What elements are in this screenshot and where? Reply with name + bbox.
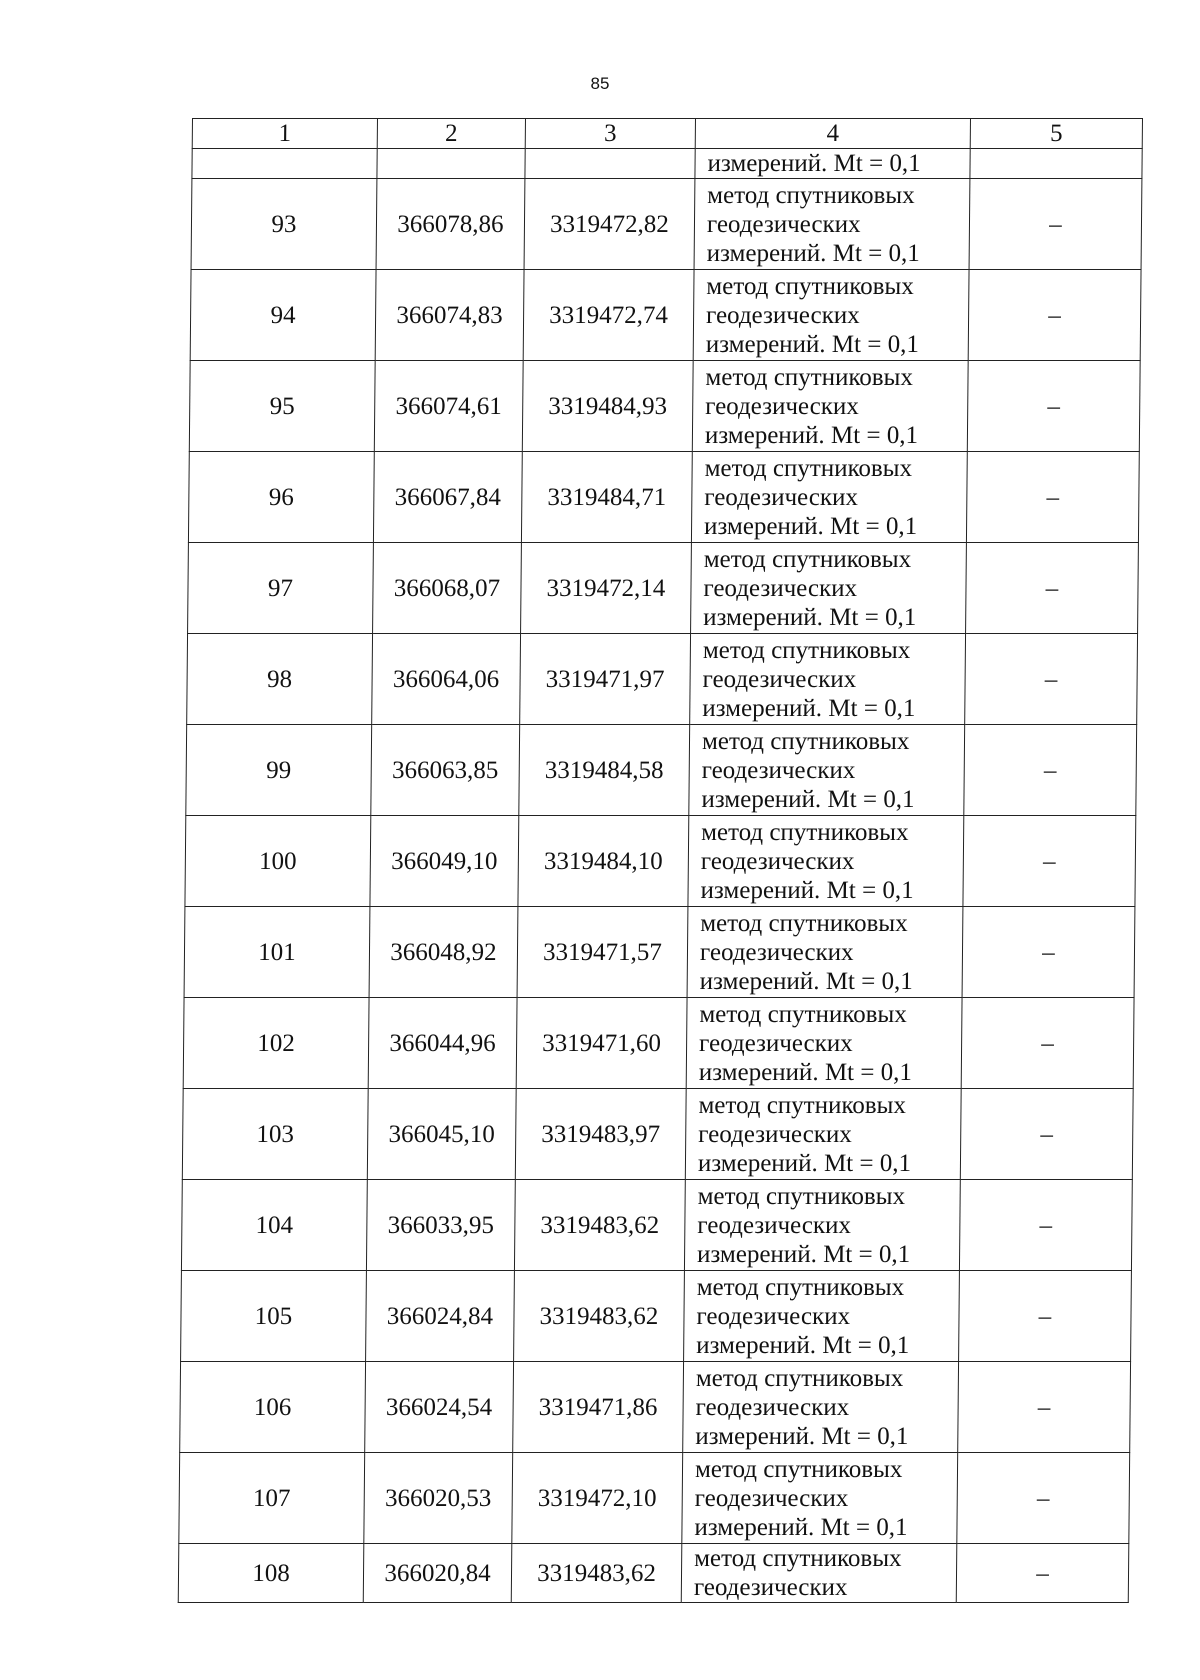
- table-row: [188, 452, 1139, 543]
- method-line: измерений. Mt = 0,1: [695, 1422, 909, 1450]
- note-cell: –: [965, 634, 1138, 725]
- header-row: [192, 119, 1142, 149]
- note-cell: –: [958, 1362, 1131, 1453]
- point-number-cell: 96: [188, 452, 374, 543]
- method-line: метод спутниковых: [695, 1364, 904, 1392]
- y-coordinate-cell: 3319472,14: [521, 543, 692, 634]
- y-coordinate-cell: 3319484,10: [518, 816, 689, 907]
- method-line: метод спутниковых: [707, 181, 915, 209]
- y-coordinate-cell: 3319472,82: [524, 179, 695, 270]
- y-coordinate-cell: 3319471,86: [513, 1362, 684, 1453]
- y-coordinate-cell: 3319472,10: [512, 1453, 683, 1544]
- note-cell: –: [962, 907, 1135, 998]
- x-coordinate-cell: 366020,84: [363, 1544, 512, 1603]
- method-line: геодезических: [703, 574, 858, 602]
- method-cell: [683, 1362, 959, 1453]
- table-row: [186, 725, 1137, 816]
- x-coordinate-cell: 366020,53: [364, 1453, 513, 1544]
- point-number-cell: 105: [181, 1271, 367, 1362]
- method-line: измерений. Mt = 0,1: [702, 694, 916, 722]
- method-cell: [687, 907, 963, 998]
- y-coordinate-cell: 3319483,62: [514, 1271, 685, 1362]
- x-coordinate-cell: 366024,84: [366, 1271, 515, 1362]
- table-row: [181, 1271, 1132, 1362]
- method-line: геодезических: [705, 392, 859, 420]
- note-cell: –: [963, 816, 1136, 907]
- point-number-cell: 95: [189, 361, 375, 452]
- method-cell: [691, 543, 967, 634]
- method-cell: [686, 998, 962, 1089]
- y-coordinate-cell: 3319484,93: [522, 361, 693, 452]
- point-number-cell: 94: [190, 270, 376, 361]
- table-row: [188, 543, 1139, 634]
- y-coordinate-cell: 3319471,97: [520, 634, 691, 725]
- point-number-cell: 97: [188, 543, 374, 634]
- x-coordinate-cell: 366064,06: [372, 634, 521, 725]
- note-cell: –: [966, 452, 1139, 543]
- method-line: метод спутниковых: [699, 1000, 907, 1028]
- method-cell: [693, 270, 969, 361]
- method-cell: [685, 1089, 961, 1180]
- table-row: [191, 179, 1142, 270]
- empty-cell: [192, 149, 377, 179]
- method-cell: [691, 452, 967, 543]
- method-line: геодезических: [706, 210, 861, 238]
- point-number-cell: 108: [178, 1544, 364, 1603]
- note-cell: –: [957, 1453, 1130, 1544]
- table-row: [190, 270, 1141, 361]
- y-coordinate-cell: 3319483,62: [514, 1180, 685, 1271]
- page-number: 85: [590, 74, 610, 93]
- method-line: геодезических: [700, 847, 855, 875]
- x-coordinate-cell: 366033,95: [366, 1180, 515, 1271]
- note-cell: –: [966, 543, 1139, 634]
- x-coordinate-cell: 366045,10: [367, 1089, 516, 1180]
- header-cell-2: 2: [377, 119, 525, 149]
- point-number-cell: 99: [186, 725, 372, 816]
- method-line: измерений. Mt = 0,1: [706, 239, 920, 267]
- method-line: измерений. Mt = 0,1: [703, 512, 918, 540]
- method-line: геодезических: [696, 1302, 851, 1330]
- note-cell: –: [967, 361, 1140, 452]
- y-coordinate-cell: 3319483,97: [515, 1089, 686, 1180]
- method-line: метод спутниковых: [698, 1091, 907, 1119]
- note-cell: –: [959, 1271, 1132, 1362]
- method-line: измерений. Mt = 0,1: [696, 1331, 910, 1359]
- method-line: геодезических: [694, 1484, 849, 1512]
- method-cell: [689, 725, 965, 816]
- point-number-cell: 101: [184, 907, 370, 998]
- header-cell-5: 5: [970, 119, 1142, 149]
- method-line: измерений. Mt = 0,1: [703, 603, 917, 631]
- table-body: [178, 119, 1142, 1603]
- point-number-cell: 106: [180, 1362, 366, 1453]
- method-line: метод спутниковых: [704, 454, 913, 482]
- continuation-row: [192, 149, 1142, 179]
- header-cell-3: 3: [525, 119, 695, 149]
- y-coordinate-cell: 3319471,57: [517, 907, 688, 998]
- method-cell: [682, 1453, 958, 1544]
- x-coordinate-cell: 366074,83: [375, 270, 524, 361]
- method-line: геодезических: [693, 1574, 848, 1601]
- note-cell: –: [964, 725, 1137, 816]
- x-coordinate-cell: 366048,92: [369, 907, 518, 998]
- method-line: метод спутниковых: [702, 636, 911, 664]
- table-row: [179, 1453, 1130, 1544]
- method-cell: [688, 816, 964, 907]
- y-coordinate-cell: 3319483,62: [511, 1544, 682, 1603]
- y-coordinate-cell: 3319484,58: [519, 725, 690, 816]
- x-coordinate-cell: 366049,10: [370, 816, 519, 907]
- table-row: [183, 998, 1134, 1089]
- point-number-cell: 93: [191, 179, 377, 270]
- y-coordinate-cell: 3319471,60: [516, 998, 687, 1089]
- table-row: [181, 1180, 1132, 1271]
- header-cell-1: 1: [192, 119, 377, 149]
- method-line: метод спутниковых: [706, 272, 914, 300]
- coordinates-table: [178, 118, 1143, 1603]
- method-cell: [692, 361, 968, 452]
- method-line: метод спутниковых: [703, 545, 912, 573]
- point-number-cell: 107: [179, 1453, 365, 1544]
- method-line: метод спутниковых: [705, 363, 914, 391]
- empty-cell: [525, 149, 695, 179]
- header-cell-4: 4: [695, 119, 970, 149]
- x-coordinate-cell: 366024,54: [365, 1362, 514, 1453]
- method-line: геодезических: [704, 483, 859, 511]
- method-line: геодезических: [698, 1120, 852, 1148]
- method-line: метод спутниковых: [700, 909, 908, 937]
- empty-cell: [377, 149, 525, 179]
- table-row: [189, 361, 1140, 452]
- note-cell: –: [960, 1089, 1133, 1180]
- table-row: [185, 816, 1136, 907]
- note-cell: –: [956, 1544, 1129, 1603]
- method-line: геодезических: [697, 1211, 852, 1239]
- method-line: измерений. Mt = 0,1: [699, 967, 913, 995]
- x-coordinate-cell: 366044,96: [368, 998, 517, 1089]
- point-number-cell: 100: [185, 816, 371, 907]
- table-row: [178, 1544, 1129, 1603]
- point-number-cell: 98: [187, 634, 373, 725]
- method-line: измерений. Mt = 0,1: [700, 876, 914, 904]
- method-line: геодезических: [698, 1029, 853, 1057]
- note-cell: –: [959, 1180, 1132, 1271]
- method-line: метод спутниковых: [701, 727, 910, 755]
- x-coordinate-cell: 366074,61: [374, 361, 523, 452]
- method-line: измерений. Mt = 0,1: [697, 1149, 912, 1177]
- method-line: геодезических: [695, 1393, 850, 1421]
- y-coordinate-cell: 3319472,74: [523, 270, 694, 361]
- method-cell: [684, 1271, 960, 1362]
- method-line: метод спутниковых: [694, 1455, 903, 1483]
- x-coordinate-cell: 366063,85: [371, 725, 520, 816]
- method-line: измерений. Mt = 0,1: [704, 421, 919, 449]
- method-line: измерений. Mt = 0,1: [698, 1058, 913, 1086]
- x-coordinate-cell: 366068,07: [373, 543, 522, 634]
- method-line: измерений. Mt = 0,1: [701, 785, 915, 813]
- table-row: [184, 907, 1135, 998]
- x-coordinate-cell: 366067,84: [373, 452, 522, 543]
- method-line: измерений. Mt = 0,1: [705, 330, 920, 358]
- empty-cell: [970, 149, 1142, 179]
- point-number-cell: 102: [183, 998, 369, 1089]
- table-row: [182, 1089, 1133, 1180]
- method-line: измерений. Mt = 0,1: [696, 1240, 911, 1268]
- method-cell: [684, 1180, 960, 1271]
- x-coordinate-cell: 366078,86: [376, 179, 525, 270]
- method-line: геодезических: [702, 665, 857, 693]
- table-row: [187, 634, 1138, 725]
- note-cell: –: [969, 179, 1142, 270]
- method-line: измерений. Mt = 0,1: [694, 1513, 908, 1541]
- method-line: метод спутниковых: [701, 818, 909, 846]
- y-coordinate-cell: 3319484,71: [521, 452, 692, 543]
- point-number-cell: 103: [182, 1089, 368, 1180]
- method-line: метод спутниковых: [696, 1273, 905, 1301]
- note-cell: –: [961, 998, 1134, 1089]
- method-cell: [694, 179, 970, 270]
- continuation-method-cell: измерений. Mt = 0,1: [695, 149, 970, 179]
- method-line: метод спутниковых: [697, 1182, 906, 1210]
- table-row: [180, 1362, 1131, 1453]
- method-line: геодезических: [699, 938, 854, 966]
- note-cell: –: [968, 270, 1141, 361]
- method-cell: [681, 1544, 957, 1603]
- method-cell: [690, 634, 966, 725]
- method-line: метод спутниковых: [694, 1545, 902, 1572]
- point-number-cell: 104: [181, 1180, 367, 1271]
- method-line: геодезических: [701, 756, 856, 784]
- method-line: геодезических: [705, 301, 860, 329]
